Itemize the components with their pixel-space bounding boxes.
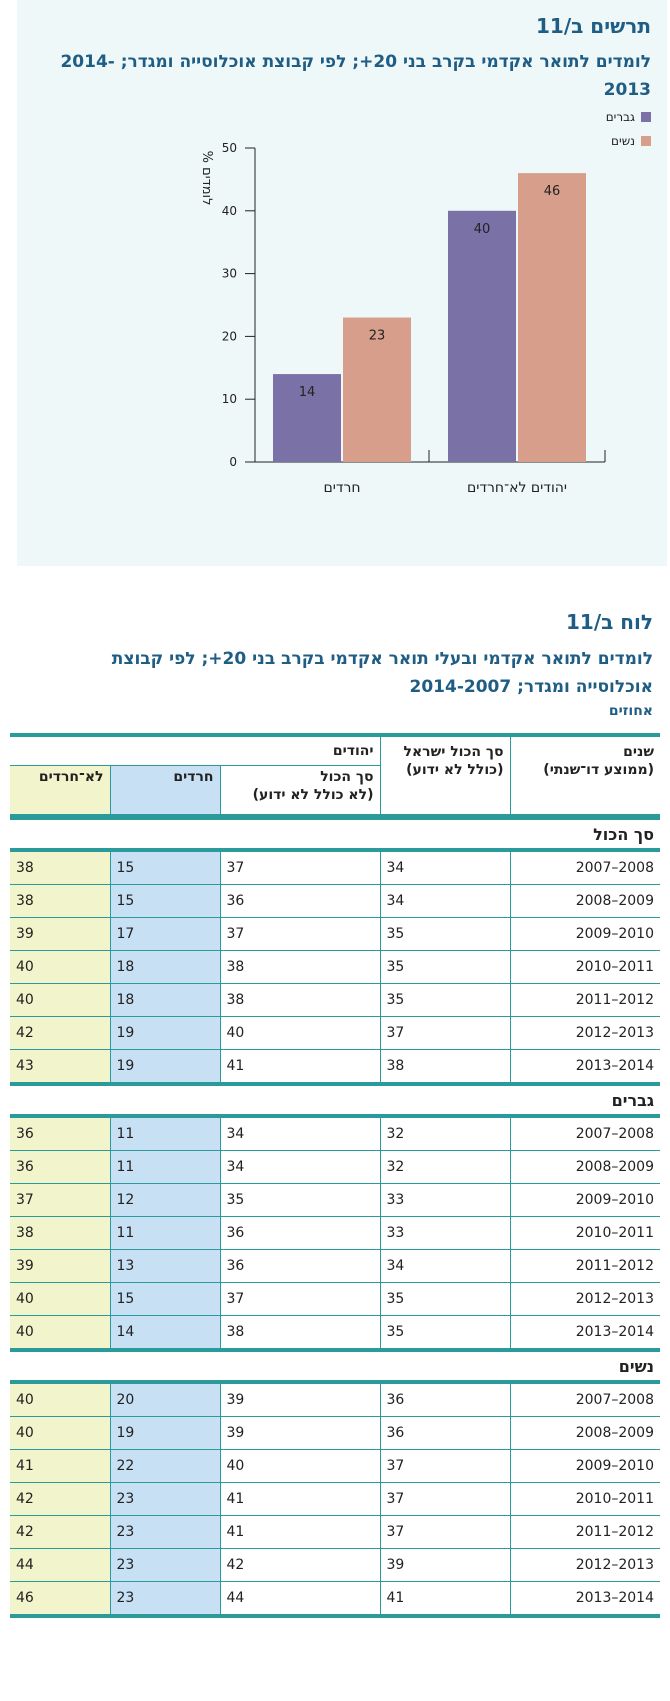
cell-total-israel: 33 (380, 1184, 510, 1217)
cell-jews-total: 38 (220, 1316, 380, 1351)
cell-years: 2010–2009 (510, 1450, 660, 1483)
cell-haredi: 19 (110, 1017, 220, 1050)
chart-subtitle: לומדים לתואר אקדמי בקרב בני 20+; לפי קבוצת אוכלוסייה ומגדר; 2014-2013 (60, 52, 651, 100)
cell-total-israel: 37 (380, 1450, 510, 1483)
y-axis-label: % לומדים (199, 150, 214, 206)
table-row (10, 1283, 660, 1316)
cell-haredi: 11 (110, 1116, 220, 1151)
cell-total-israel: 34 (380, 885, 510, 918)
cell-total-israel: 35 (380, 918, 510, 951)
table-row (10, 1017, 660, 1050)
bar-value-label: 46 (543, 184, 561, 200)
header-jews: יהודים (10, 735, 380, 766)
cell-total-israel: 35 (380, 1283, 510, 1316)
cell-total-israel: 33 (380, 1217, 510, 1250)
cell-years: 2012–2011 (510, 984, 660, 1017)
section-label: נשים (10, 1350, 660, 1382)
table-row (10, 1417, 660, 1450)
cell-years: 2013–2012 (510, 1549, 660, 1582)
x-category-label: חרדים (323, 480, 361, 496)
cell-years: 2012–2011 (510, 1250, 660, 1283)
header-haredi: חרדים (110, 766, 220, 818)
cell-non-haredi: 36 (10, 1116, 110, 1151)
cell-years: 2010–2009 (510, 918, 660, 951)
table-subtitle: לומדים לתואר אקדמי ובעלי תואר אקדמי בקרב בני 20+; לפי קבוצת אוכלוסייה ומגדר; 2014-2007 (111, 649, 653, 697)
bar-value-label: 23 (368, 328, 386, 344)
cell-haredi: 14 (110, 1316, 220, 1351)
chart-panel (17, 0, 667, 566)
cell-years: 2013–2012 (510, 1017, 660, 1050)
cell-jews-total: 39 (220, 1417, 380, 1450)
cell-total-israel: 41 (380, 1582, 510, 1617)
y-tick-label: 40 (221, 203, 237, 218)
cell-total-israel: 37 (380, 1483, 510, 1516)
cell-haredi: 23 (110, 1516, 220, 1549)
cell-years: 2009–2008 (510, 1151, 660, 1184)
cell-years: 2011–2010 (510, 1217, 660, 1250)
cell-haredi: 19 (110, 1050, 220, 1085)
cell-non-haredi: 40 (10, 1283, 110, 1316)
bar-value-label: 14 (298, 385, 316, 401)
cell-years: 2012–2011 (510, 1516, 660, 1549)
header-years: שנים (ממוצע דו־שנתי) (510, 735, 660, 817)
cell-non-haredi: 43 (10, 1050, 110, 1085)
cell-years: 2009–2008 (510, 1417, 660, 1450)
cell-total-israel: 32 (380, 1151, 510, 1184)
cell-non-haredi: 39 (10, 918, 110, 951)
cell-non-haredi: 38 (10, 1217, 110, 1250)
cell-years: 2013–2012 (510, 1283, 660, 1316)
y-tick-label: 20 (221, 329, 237, 344)
y-tick-label: 30 (221, 266, 237, 281)
bar-chart (17, 0, 667, 566)
cell-haredi: 15 (110, 885, 220, 918)
cell-non-haredi: 42 (10, 1483, 110, 1516)
cell-years: 2014–2013 (510, 1050, 660, 1085)
cell-haredi: 11 (110, 1151, 220, 1184)
cell-years: 2008–2007 (510, 850, 660, 885)
table-row (10, 918, 660, 951)
cell-jews-total: 37 (220, 850, 380, 885)
cell-total-israel: 39 (380, 1549, 510, 1582)
table-row (10, 1217, 660, 1250)
cell-total-israel: 38 (380, 1050, 510, 1085)
cell-haredi: 15 (110, 850, 220, 885)
cell-jews-total: 38 (220, 984, 380, 1017)
cell-non-haredi: 42 (10, 1017, 110, 1050)
data-table (10, 733, 660, 1618)
cell-jews-total: 36 (220, 885, 380, 918)
cell-haredi: 11 (110, 1217, 220, 1250)
cell-total-israel: 36 (380, 1417, 510, 1450)
cell-total-israel: 32 (380, 1116, 510, 1151)
cell-jews-total: 36 (220, 1250, 380, 1283)
cell-jews-total: 38 (220, 951, 380, 984)
cell-haredi: 20 (110, 1382, 220, 1417)
cell-jews-total: 41 (220, 1483, 380, 1516)
cell-jews-total: 34 (220, 1116, 380, 1151)
table-row (10, 1050, 660, 1085)
cell-years: 2011–2010 (510, 951, 660, 984)
cell-jews-total: 42 (220, 1549, 380, 1582)
table-row (10, 1250, 660, 1283)
cell-total-israel: 34 (380, 850, 510, 885)
table-unit: אחוזים (608, 703, 653, 719)
cell-jews-total: 35 (220, 1184, 380, 1217)
cell-total-israel: 36 (380, 1382, 510, 1417)
bar-value-label: 40 (473, 221, 491, 237)
legend-label-women: נשים (611, 134, 635, 148)
cell-non-haredi: 44 (10, 1549, 110, 1582)
table-row (10, 1316, 660, 1351)
cell-years: 2010–2009 (510, 1184, 660, 1217)
cell-non-haredi: 39 (10, 1250, 110, 1283)
cell-jews-total: 40 (220, 1450, 380, 1483)
cell-total-israel: 34 (380, 1250, 510, 1283)
cell-non-haredi: 40 (10, 1316, 110, 1351)
cell-non-haredi: 42 (10, 1516, 110, 1549)
chart-title: תרשים ב/11 (536, 14, 651, 38)
cell-total-israel: 35 (380, 1316, 510, 1351)
y-tick-label: 50 (221, 141, 237, 155)
cell-non-haredi: 40 (10, 951, 110, 984)
section-label: גברים (10, 1084, 660, 1116)
cell-jews-total: 40 (220, 1017, 380, 1050)
cell-non-haredi: 38 (10, 850, 110, 885)
bar-men (448, 211, 516, 462)
cell-jews-total: 41 (220, 1050, 380, 1085)
cell-haredi: 17 (110, 918, 220, 951)
table-title: לוח ב/11 (565, 610, 653, 634)
legend-label-men: גברים (605, 110, 635, 124)
cell-haredi: 15 (110, 1283, 220, 1316)
cell-non-haredi: 40 (10, 1382, 110, 1417)
cell-haredi: 12 (110, 1184, 220, 1217)
cell-years: 2008–2007 (510, 1382, 660, 1417)
cell-haredi: 23 (110, 1582, 220, 1617)
cell-haredi: 22 (110, 1450, 220, 1483)
cell-non-haredi: 41 (10, 1450, 110, 1483)
cell-non-haredi: 46 (10, 1582, 110, 1617)
cell-haredi: 23 (110, 1549, 220, 1582)
cell-jews-total: 39 (220, 1382, 380, 1417)
table-row (10, 850, 660, 885)
header-non-haredi: לא־חרדים (10, 766, 110, 818)
table-row (10, 885, 660, 918)
cell-years: 2014–2013 (510, 1316, 660, 1351)
header-jews-total: סך הכול (לא כולל לא ידוע) (220, 766, 380, 818)
y-tick-label: 0 (229, 455, 237, 469)
cell-haredi: 13 (110, 1250, 220, 1283)
table-row (10, 1151, 660, 1184)
cell-total-israel: 37 (380, 1516, 510, 1549)
section-label: סך הכול (10, 817, 660, 850)
cell-jews-total: 34 (220, 1151, 380, 1184)
table-row (10, 1450, 660, 1483)
cell-haredi: 23 (110, 1483, 220, 1516)
cell-haredi: 18 (110, 951, 220, 984)
table-row (10, 1483, 660, 1516)
y-tick-label: 10 (221, 392, 237, 407)
section-row (10, 1350, 660, 1382)
table-row (10, 1582, 660, 1617)
table-row (10, 1549, 660, 1582)
section-row (10, 817, 660, 850)
cell-years: 2011–2010 (510, 1483, 660, 1516)
table-row (10, 984, 660, 1017)
cell-non-haredi: 40 (10, 984, 110, 1017)
cell-total-israel: 37 (380, 1017, 510, 1050)
cell-jews-total: 41 (220, 1516, 380, 1549)
cell-years: 2008–2007 (510, 1116, 660, 1151)
table-row (10, 1116, 660, 1151)
table-row (10, 1516, 660, 1549)
table-row (10, 1184, 660, 1217)
x-category-label: יהודים לא־חרדים (466, 480, 568, 496)
table-row (10, 1382, 660, 1417)
cell-total-israel: 35 (380, 951, 510, 984)
cell-jews-total: 37 (220, 918, 380, 951)
cell-non-haredi: 40 (10, 1417, 110, 1450)
cell-jews-total: 36 (220, 1217, 380, 1250)
cell-haredi: 18 (110, 984, 220, 1017)
section-row (10, 1084, 660, 1116)
cell-haredi: 19 (110, 1417, 220, 1450)
cell-years: 2009–2008 (510, 885, 660, 918)
cell-non-haredi: 36 (10, 1151, 110, 1184)
cell-jews-total: 44 (220, 1582, 380, 1617)
table-row (10, 951, 660, 984)
cell-total-israel: 35 (380, 984, 510, 1017)
cell-jews-total: 37 (220, 1283, 380, 1316)
header-total-israel: סך הכול ישראל (כולל לא ידוע) (380, 735, 510, 817)
bar-women (518, 173, 586, 462)
cell-years: 2014–2013 (510, 1582, 660, 1617)
cell-non-haredi: 38 (10, 885, 110, 918)
cell-non-haredi: 37 (10, 1184, 110, 1217)
